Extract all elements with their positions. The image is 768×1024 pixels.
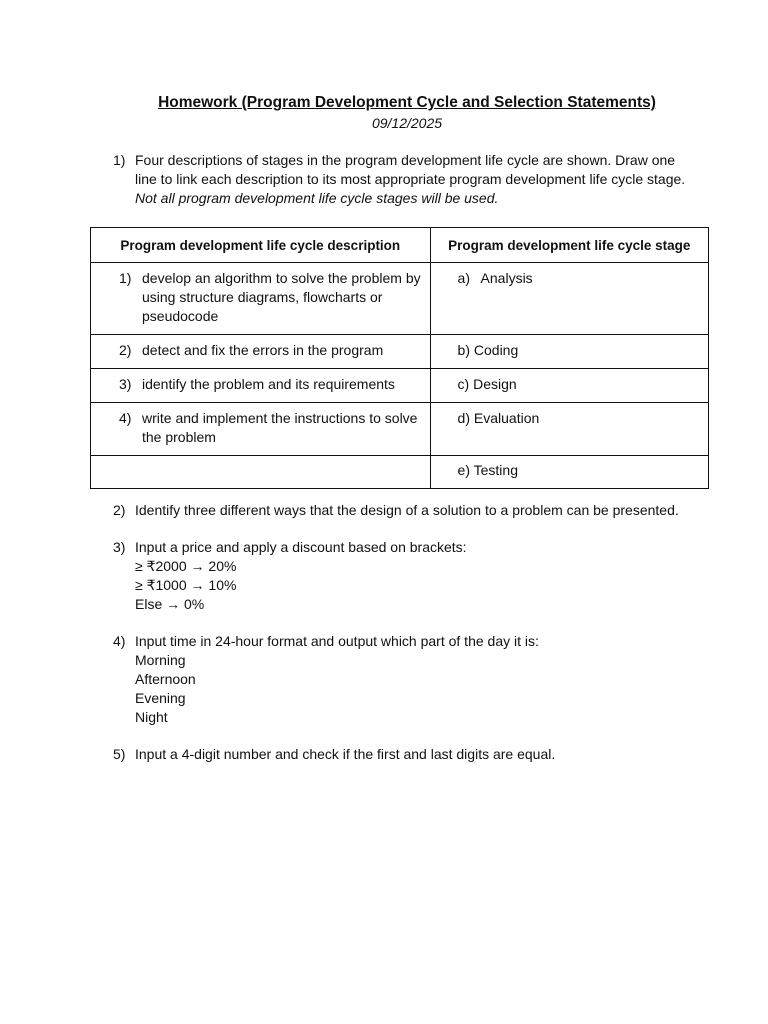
day-part-item: Afternoon <box>135 671 196 687</box>
header-stage: Program development life cycle stage <box>430 228 708 263</box>
description-text: detect and fix the errors in the program <box>142 342 384 358</box>
description-number: 4) <box>119 410 132 426</box>
question-text-line: line to link each description to its most appropriate program development life cycle stage. <box>135 171 686 187</box>
discount-bracket: ≥ ₹2000 → 20% <box>135 558 237 574</box>
question-number: 4) <box>113 633 126 649</box>
question-text-line: Identify three different ways that the design of a solution to a problem can be presented. <box>135 502 679 518</box>
question-text-line: Input time in 24-hour format and output which part of the day it is: <box>135 633 539 649</box>
stage-cell <box>430 263 708 335</box>
stage-text: e) Testing <box>457 462 518 478</box>
description-cell <box>91 403 431 456</box>
day-part-item: Evening <box>135 690 186 706</box>
document-title: Homework (Program Development Cycle and Selection Statements) <box>158 94 656 111</box>
description-text: identify the problem and its requirements <box>142 376 395 392</box>
question-4 <box>113 632 713 727</box>
day-part-item: Morning <box>135 652 186 668</box>
stage-label: a) <box>457 270 470 286</box>
stage-cell <box>430 335 708 369</box>
stage-cell <box>430 403 708 456</box>
stage-text: d) Evaluation <box>457 410 540 426</box>
day-part-item: Night <box>135 709 168 725</box>
question-number: 2) <box>113 502 126 518</box>
question-1 <box>113 151 713 208</box>
table-row <box>91 335 709 369</box>
question-5 <box>113 745 713 764</box>
description-cell <box>91 369 431 403</box>
discount-bracket: Else → 0% <box>135 596 205 612</box>
document-date: 09/12/2025 <box>371 115 443 131</box>
stages-table <box>90 227 709 489</box>
table-row <box>91 403 709 456</box>
question-3 <box>113 538 713 614</box>
description-cell <box>91 335 431 369</box>
description-text: using structure diagrams, flowcharts or <box>142 289 383 305</box>
stage-text: b) Coding <box>457 342 519 358</box>
question-text-line: Input a 4-digit number and check if the first and last digits are equal. <box>135 746 556 762</box>
question-2 <box>113 501 713 520</box>
table-row <box>91 263 709 335</box>
stage-text: Analysis <box>480 270 533 286</box>
description-number: 1) <box>119 270 132 286</box>
stage-text: c) Design <box>457 376 517 392</box>
table-row <box>91 369 709 403</box>
description-text: the problem <box>142 429 216 445</box>
table-row <box>91 456 709 489</box>
discount-bracket: ≥ ₹1000 → 10% <box>135 577 237 593</box>
description-number: 3) <box>119 376 132 392</box>
header-description: Program development life cycle description <box>91 228 431 263</box>
question-note: Not all program development life cycle stages will be used. <box>135 190 499 206</box>
description-text: develop an algorithm to solve the problem by <box>142 270 421 286</box>
description-number: 2) <box>119 342 132 358</box>
description-text: write and implement the instructions to solve <box>142 410 418 426</box>
description-cell <box>91 263 431 335</box>
description-cell-empty <box>91 456 431 489</box>
question-text-line: Four descriptions of stages in the program development life cycle are shown. Draw one <box>135 152 676 168</box>
table-header-row <box>91 228 709 263</box>
stage-cell <box>430 369 708 403</box>
question-number: 1) <box>113 152 126 168</box>
question-number: 3) <box>113 539 126 555</box>
stage-cell <box>430 456 708 489</box>
question-number: 5) <box>113 746 126 762</box>
description-text: pseudocode <box>142 308 219 324</box>
question-text-line: Input a price and apply a discount based on brackets: <box>135 539 467 555</box>
